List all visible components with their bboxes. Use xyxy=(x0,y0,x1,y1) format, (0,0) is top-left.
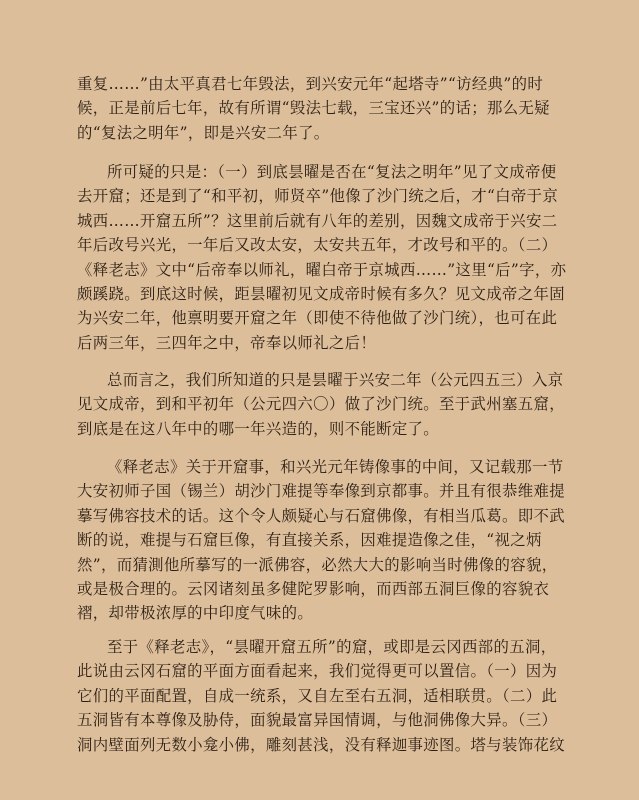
text-line: 或是极合理的。云冈诸刻虽多健陀罗影响，而西部五洞巨像的容貌衣 xyxy=(77,579,550,598)
text-line: 年后改号兴光，一年后又改太安，太安共五年，才改号和平的。（二） xyxy=(77,236,558,255)
text-line: 至于《释老志》，“昙曜开窟五所”的窟，或即是云冈西部的五洞， xyxy=(107,638,557,656)
text-line: 所可疑的只是：（一）到底昙曜是否在“复法之明年”见了文成帝便 xyxy=(107,163,557,181)
text-line: 然”，而猜測他所摹写的一派佛容，必然大大的影响当时佛像的容貌， xyxy=(77,555,558,574)
text-line: 候，正是前后七年，故有所谓“毁法七载，三宝还兴”的话；那么无疑 xyxy=(77,99,550,118)
text-line: 《释老志》文中“后帝奉以师礼，曜白帝于京城西……”这里“后”字，亦 xyxy=(77,260,567,279)
text-line: 颇蹊跷。到底这时候，距昙曜初见文成帝时候有多久？见文成帝之年固 xyxy=(77,284,565,303)
text-line: 洞内壁面列无数小龛小佛，雕刻甚浅，没有释迦事迹图。塔与装饰花纹 xyxy=(77,735,565,754)
text-line: 重复……”由太平真君七年毁法，到兴安元年“起塔寺”“访经典”的时 xyxy=(77,75,544,93)
text-line: 为兴安二年，他禀明要开窟之年（即使不待他做了沙门统），也可在此 xyxy=(77,309,558,328)
text-line: 此说由云冈石窟的平面方面看起来，我们觉得更可以置信。（一）因为 xyxy=(77,662,558,681)
text-line: 到底是在这八年中的哪一年兴造的，则不能断定了。 xyxy=(77,419,440,438)
text-line: 五洞皆有本尊像及胁侍，面貌最富异国情调，与他洞佛像大异。（三） xyxy=(77,711,558,730)
paragraph-1 xyxy=(77,72,597,145)
text-line: 它们的平面配置，自成一统系，又自左至右五洞，适相联贯。（二）此 xyxy=(77,686,558,705)
paragraph-2 xyxy=(77,160,597,355)
paragraph-5 xyxy=(77,635,597,757)
text-line: 后两三年，三四年之中，帝奉以师礼之后！ xyxy=(77,333,377,352)
paragraph-3 xyxy=(77,368,597,441)
text-line: 见文成帝，到和平初年（公元四六〇）做了沙门统。至于武州塞五窟， xyxy=(77,395,565,414)
text-line: 《释老志》关于开窟事，和兴光元年铸像事的中间，又记载那一节 xyxy=(107,458,564,476)
text-line: 总而言之，我们所知道的只是昙曜于兴安二年（公元四五三）入京 xyxy=(107,371,564,389)
text-line: 去开窟；还是到了“和平初，师贤卒”他像了沙门统之后，才“白帝于京 xyxy=(77,187,559,206)
paragraph-4 xyxy=(77,455,597,626)
text-line: 的“复法之明年”，即是兴安二年了。 xyxy=(77,123,330,142)
text-line: 大安初师子国（锡兰）胡沙门难提等奉像到京都事。并且有很恭维难提 xyxy=(77,482,565,501)
text-line: 断的说，难提与石窟巨像，有直接关系，因难提造像之佳，“视之炳 xyxy=(77,531,542,550)
text-line: 城西……开窟五所”？这里前后就有八年的差别，因魏文成帝于兴安二 xyxy=(77,211,558,230)
text-line: 褶，却带极浓厚的中印度气味的。 xyxy=(77,604,314,623)
text-line: 摹写佛容技术的话。这个令人颇疑心与石窟佛像，有相当瓜葛。即不武 xyxy=(77,506,565,525)
